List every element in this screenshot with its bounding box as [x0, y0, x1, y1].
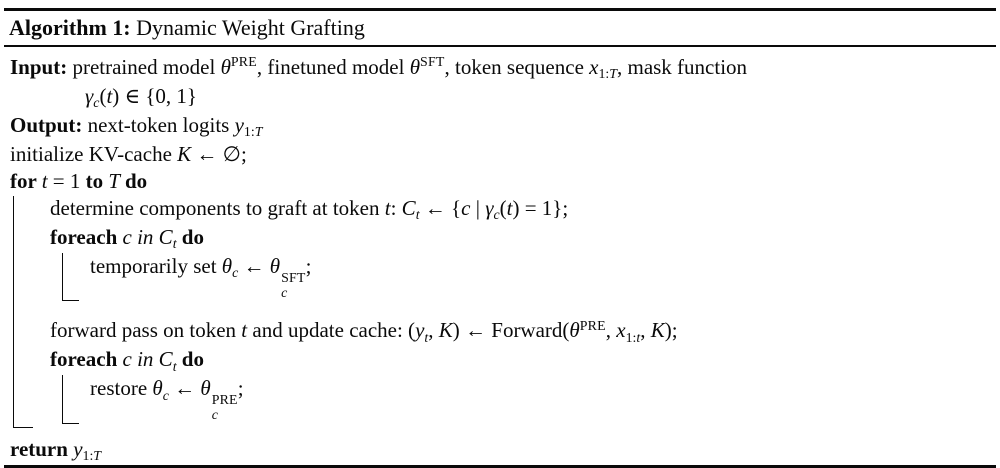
line-for-header: for t = 1 to T do [10, 169, 148, 193]
top-margin [0, 0, 1000, 8]
block-gap [10, 304, 990, 317]
line-foreach-graft-header: foreach c in Ct do [50, 225, 204, 252]
foreach-restore-bracket [62, 375, 79, 423]
line-foreach-restore-header: foreach c in Ct do [50, 347, 204, 374]
line-output: Output: next-token logits y1:T [10, 113, 263, 140]
algorithm-body [0, 47, 1000, 465]
stacked-sup-sub: SFT c [281, 269, 306, 300]
foreach-graft-bracket [62, 253, 79, 301]
line-input-continuation: γc(t) ∈ {0, 1} [85, 84, 197, 111]
line-temporarily-set: temporarily set θc ← θ SFT c ; [90, 254, 312, 300]
line-return: return y1:T [10, 436, 102, 464]
line-forward-pass: forward pass on token t and update cache: (yt, K) ← $Forward(\theta^{PRE}$, x1:t, K); [50, 317, 678, 345]
line-determine-components: determine components to graft at token t: Ct ← {c | γc(t) = 1}; [50, 196, 569, 223]
algorithm-title: Algorithm 1: Dynamic Weight Grafting [9, 15, 365, 40]
stacked-sup-sub: PRE c [211, 392, 238, 423]
foreach-graft-block [10, 253, 990, 304]
foreach-restore-block [10, 375, 990, 426]
line-restore: restore θc ← θ PRE c ; [90, 376, 244, 423]
line-input: Input: pretrained model $\theta^{PRE}$, finetuned model $\theta^{SFT}$, token sequence x1:T, mask function [10, 54, 748, 82]
line-initialize-kv-cache: initialize KV-cache K ← ∅; [10, 142, 247, 166]
for-loop-block [10, 195, 990, 430]
